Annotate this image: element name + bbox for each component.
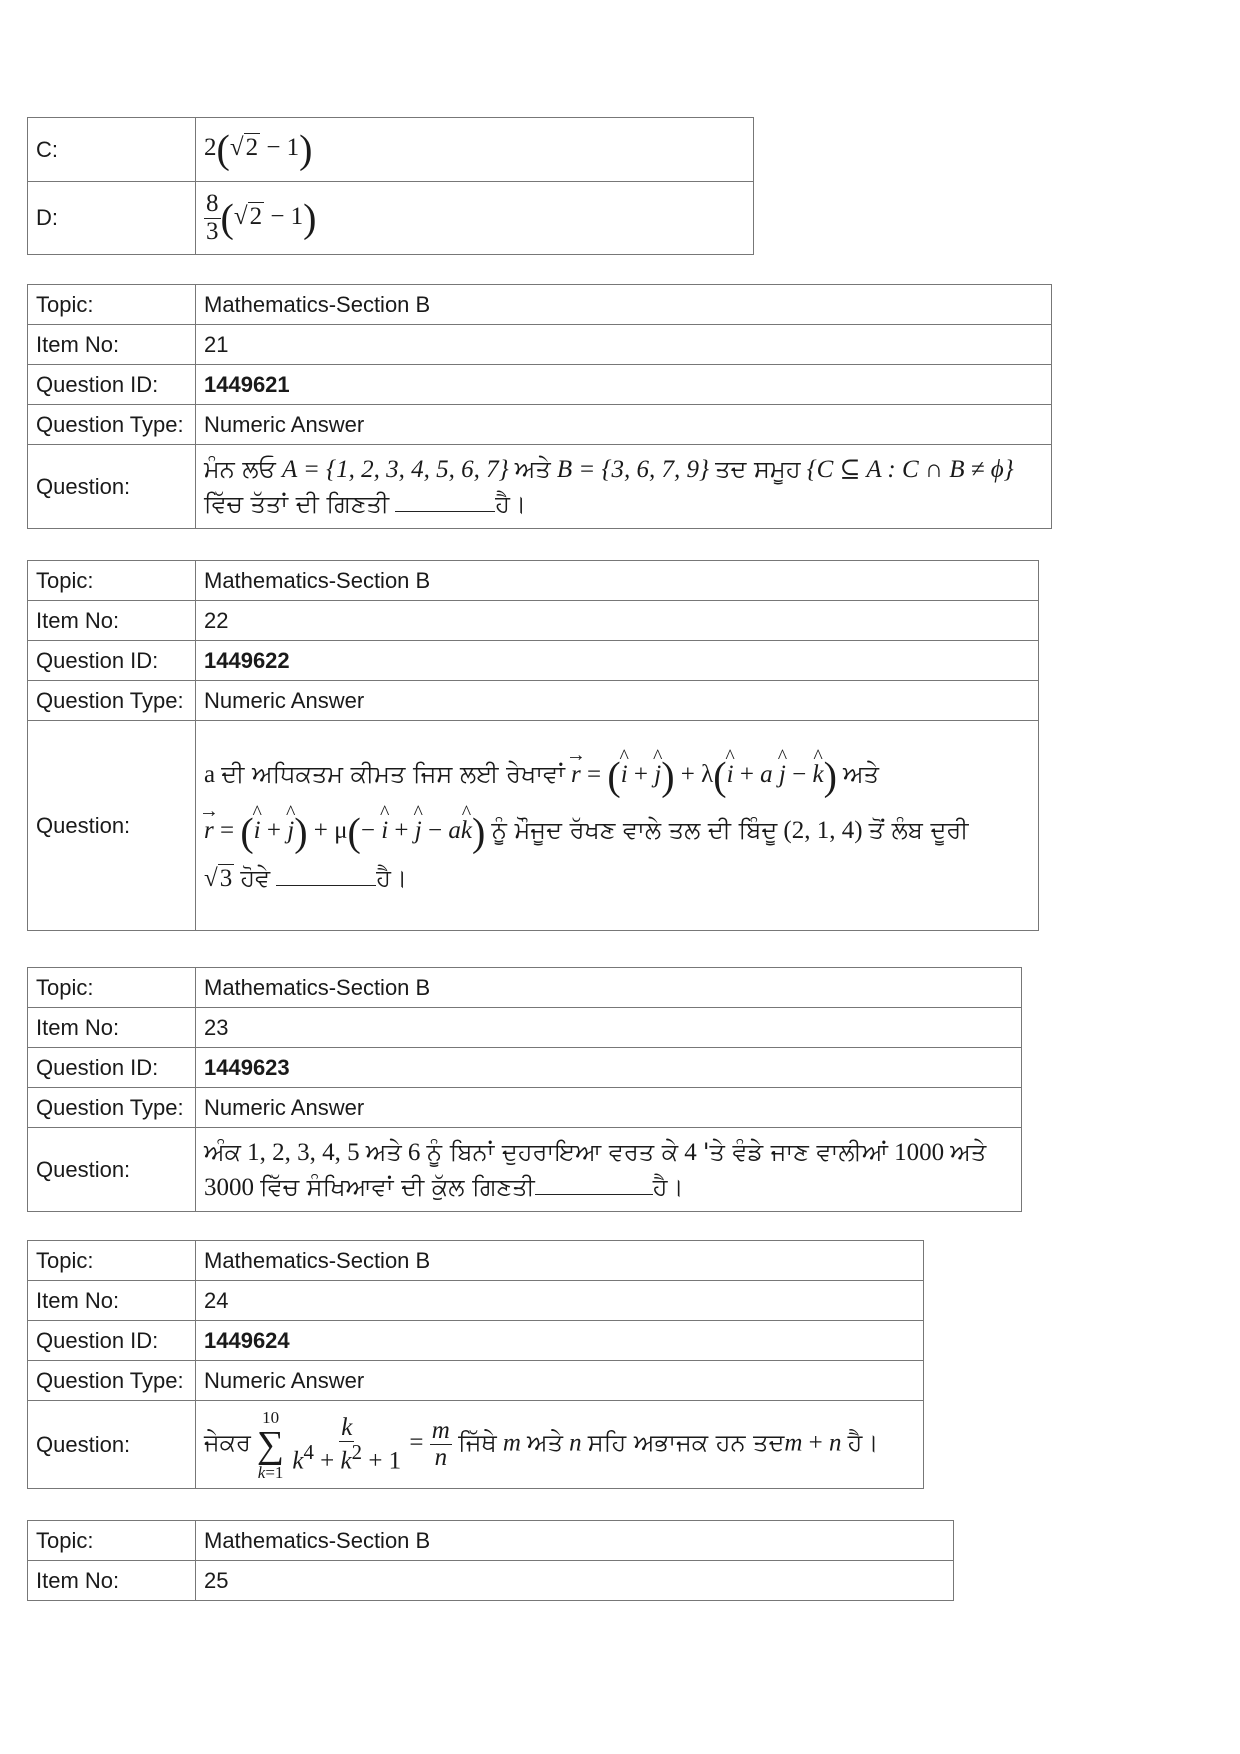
question-id-value: 1449623 [196, 1048, 1022, 1088]
item-no-label: Item No: [28, 1008, 196, 1048]
question-id-label: Question ID: [28, 365, 196, 405]
question-text: ਅੰਕ 1, 2, 3, 4, 5 ਅਤੇ 6 ਨੂੰ ਬਿਨਾਂ ਦੁਹਰਾਇਆ ਵਰਤ ਕੇ 4 'ਤੇ ਵੰਡੇ ਜਾਣ ਵਾਲੀਆਂ 1000 ਅਤੇ 3000 ਵਿੱਚ ਸੰਖਿਆਵਾਂ ਦੀ ਕੁੱਲ ਗਿਣਤੀ ਹੈ। [196, 1128, 1022, 1212]
question-label: Question: [28, 721, 196, 931]
question-text: ਜੇਕਰ 10 ∑ k=1 $\frac{k}{k^4 + k^2 + 1}$ = $\frac{m}{n}$ ਜਿੱਥੇ m ਅਤੇ n ਸਹਿ ਅਭਾਜਕ ਹਨ ਤਦm + n ਹੈ। [196, 1401, 924, 1489]
topic-value: Mathematics-Section B [196, 561, 1039, 601]
item-no-value: 23 [196, 1008, 1022, 1048]
item-no-value: 21 [196, 325, 1052, 365]
question-table-25 [27, 1520, 954, 1601]
option-c-value: 2(√2 − 1) [196, 118, 754, 182]
question-id-value: 1449621 [196, 365, 1052, 405]
item-no-value: 22 [196, 601, 1039, 641]
question-type-label: Question Type: [28, 681, 196, 721]
topic-value: Mathematics-Section B [196, 285, 1052, 325]
question-id-label: Question ID: [28, 1321, 196, 1361]
item-no-value: 25 [196, 1561, 954, 1601]
item-no-label: Item No: [28, 1281, 196, 1321]
topic-value: Mathematics-Section B [196, 1521, 954, 1561]
question-label: Question: [28, 1401, 196, 1489]
item-no-label: Item No: [28, 1561, 196, 1601]
topic-label: Topic: [28, 561, 196, 601]
topic-label: Topic: [28, 968, 196, 1008]
question-text: a ਦੀ ਅਧਿਕਤਮ ਕੀਮਤ ਜਿਸ ਲਈ ਰੇਖਾਵਾਂ → r = (^ i + ^ j) + λ(^ i + a ^ j − ^ k) ਅਤੇ → r = (^ i + ^ j) + μ(− ^ i + ^ j − a^ k) ਨੂੰ ਮੌਜੂਦ ਰੱਖਣ ਵਾਲੇ ਤਲ ਦੀ ਬਿੰਦੂ (2, 1, 4) ਤੋਂ ਲੰਬ ਦੂਰੀ √3 ਹੋਵੇ ਹੈ। [196, 721, 1039, 931]
question-type-label: Question Type: [28, 1088, 196, 1128]
topic-value: Mathematics-Section B [196, 1241, 924, 1281]
question-id-value: 1449622 [196, 641, 1039, 681]
item-no-label: Item No: [28, 325, 196, 365]
question-text: ਮੰਨ ਲਓ A = {1, 2, 3, 4, 5, 6, 7} ਅਤੇ B = {3, 6, 7, 9} ਤਦ ਸਮੂਹ {C ⊆ A : C ∩ B ≠ ϕ} ਵਿੱਚ ਤੱਤਾਂ ਦੀ ਗਿਣਤੀ ਹੈ। [196, 445, 1052, 529]
question-table-24 [27, 1240, 924, 1489]
question-table-21 [27, 284, 1052, 529]
question-label: Question: [28, 1128, 196, 1212]
topic-label: Topic: [28, 285, 196, 325]
item-no-value: 24 [196, 1281, 924, 1321]
question-type-value: Numeric Answer [196, 681, 1039, 721]
topic-value: Mathematics-Section B [196, 968, 1022, 1008]
question-type-value: Numeric Answer [196, 1361, 924, 1401]
question-type-label: Question Type: [28, 1361, 196, 1401]
question-id-value: 1449624 [196, 1321, 924, 1361]
question-id-label: Question ID: [28, 641, 196, 681]
question-label: Question: [28, 445, 196, 529]
question-type-label: Question Type: [28, 405, 196, 445]
item-no-label: Item No: [28, 601, 196, 641]
question-table-22 [27, 560, 1039, 931]
options-table [27, 117, 754, 255]
topic-label: Topic: [28, 1241, 196, 1281]
option-d-value: $\frac{8}{3}$ (√2 − 1) [196, 182, 754, 255]
topic-label: Topic: [28, 1521, 196, 1561]
option-c-label: C: [28, 118, 196, 182]
question-type-value: Numeric Answer [196, 405, 1052, 445]
question-type-value: Numeric Answer [196, 1088, 1022, 1128]
option-d-label: D: [28, 182, 196, 255]
question-id-label: Question ID: [28, 1048, 196, 1088]
question-table-23 [27, 967, 1022, 1212]
